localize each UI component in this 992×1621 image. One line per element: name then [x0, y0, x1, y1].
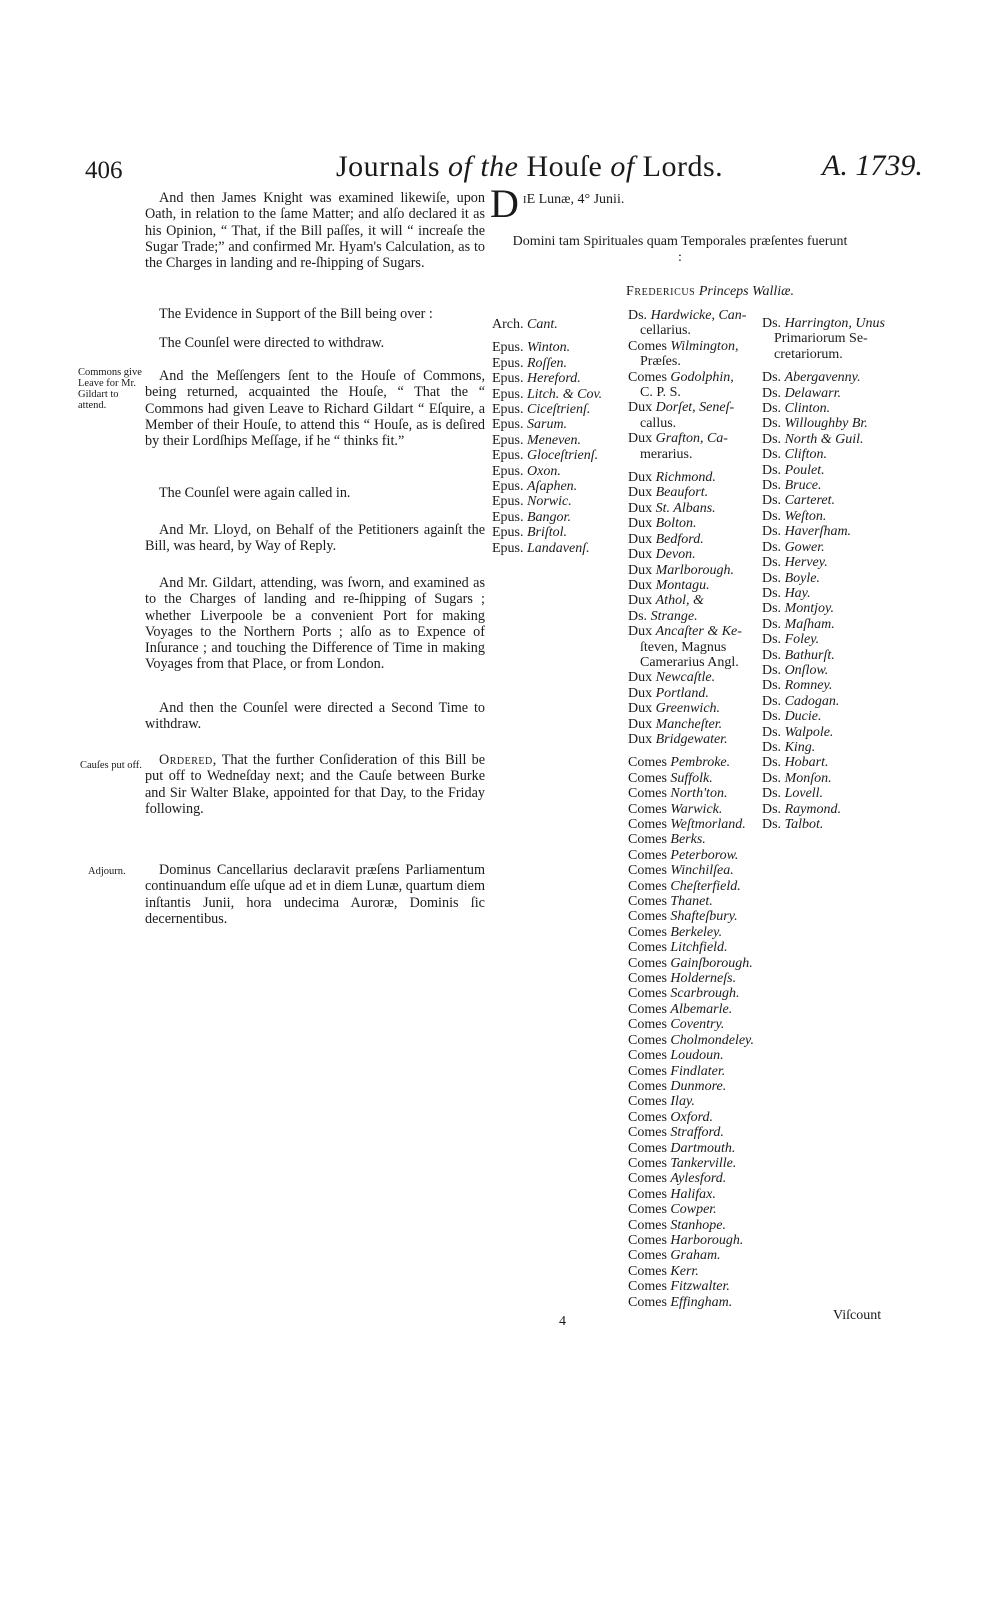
list-item: Comes Gainſborough. [628, 955, 753, 971]
paragraph: And then the Counſel were directed a Second Time to withdraw. [145, 700, 485, 733]
list-item: Ds. Harrington, Unus [762, 316, 885, 331]
list-item: Dux Marlborough. [628, 562, 735, 578]
paragraph: Dominus Cancellarius declaravit præſens Parliamentum continuandum eſſe uſque ad et in diem Lunæ, quartum diem inſtantis Junii, hora undecima Auroræ, Dominis ſic decernentibus. [145, 862, 485, 927]
list-item: Dux Grafton, Ca- [628, 431, 728, 447]
margin-note: Cauſes put off. [80, 760, 142, 771]
date-text: IE Lunæ, 4° Junii. [522, 192, 625, 207]
margin-note: Commons give Leave for Mr. Gildart to attend. [78, 367, 142, 411]
list-item: Dux Richmond. [628, 470, 716, 486]
list-item: Comes Berks. [628, 832, 706, 848]
list-item: Ds. Gower. [762, 539, 825, 555]
list-item: Ds. Hervey. [762, 555, 828, 571]
paragraph: And Mr. Lloyd, on Behalf of the Petitioners againſt the Bill, was heard, by Way of Reply. [145, 522, 485, 555]
list-item: Ds. Poulet. [762, 462, 825, 478]
list-item: Præſes. [640, 354, 681, 370]
list-item: Epus. Briſtol. [492, 525, 568, 541]
paragraph: The Counſel were again called in. [159, 485, 351, 501]
list-item: Comes North'ton. [628, 786, 728, 802]
list-item: Ds. Carteret. [762, 493, 835, 509]
list-item: Comes Warwick. [628, 801, 723, 817]
list-item: Comes Wilmington, [628, 338, 739, 354]
list-item: Comes Suffolk. [628, 770, 713, 786]
list-item: Comes Pembroke. [628, 755, 731, 771]
list-item: Ds. Bathurſt. [762, 647, 835, 663]
list-item: Dux Beaufort. [628, 485, 709, 501]
list-item: Comes Berkeley. [628, 924, 723, 940]
list-item: Ds. Walpole. [762, 724, 834, 740]
peers-list [628, 308, 754, 1310]
paragraph: And then James Knight was examined likewiſe, upon Oath, in relation to the ſame Matter; and alſo declared it as his Opinion, “ That, if the Bill paſſes, it will “ increaſe the Sugar Trade;” and confirmed Mr. Hyam's Calculation, as to the Charges in landing and re-ſhipping of Sugars. [145, 190, 485, 272]
list-item: Comes Dartmouth. [628, 1140, 736, 1156]
list-item: Ds. Clinton. [762, 401, 831, 417]
list-item: Epus. Meneven. [492, 432, 582, 448]
list-item: Ds. Clifton. [762, 447, 827, 463]
list-item: Comes Winchilſea. [628, 863, 734, 879]
bishops-list [492, 317, 602, 556]
list-item: cellarius. [640, 323, 691, 339]
ordered-text: That the further Conſideration of this Bill be put off to Wedneſday next; and the Cauſe between Burke and Sir Walter Blake, appointed for that Day, to the Friday following. [145, 752, 485, 817]
list-item: Comes Weſtmorland. [628, 817, 746, 832]
list-item: Primariorum Se- [774, 331, 868, 347]
list-item: Comes Kerr. [628, 1263, 699, 1279]
list-item: Ds. Strange. [628, 608, 698, 624]
title-word: the [480, 150, 519, 183]
prince-line [626, 284, 794, 300]
list-item: Ds. Onſlow. [762, 662, 829, 678]
margin-note: Adjourn. [88, 866, 126, 877]
list-item: Epus. Norwic. [492, 494, 572, 510]
list-item: Ds. Lovell. [762, 786, 824, 802]
prince-title: Princeps Walliæ. [698, 284, 795, 299]
signature-mark: 4 [559, 1314, 566, 1329]
list-item: Ds. Haverſham. [762, 524, 852, 540]
list-item: Epus. Aſaphen. [492, 479, 578, 495]
list-item: Dux Newcaſtle. [628, 670, 716, 686]
list-item: Comes Holderneſs. [628, 971, 737, 987]
list-item: Comes Findlater. [628, 1063, 726, 1079]
title-word: Lords. [642, 150, 724, 183]
title-word: of [448, 150, 473, 183]
list-item: Dux Greenwich. [628, 701, 721, 717]
list-item: Comes Oxford. [628, 1109, 714, 1125]
paragraph: The Evidence in Support of the Bill being over : [159, 306, 433, 322]
list-item: Comes Cholmondeley. [628, 1032, 754, 1048]
list-item: Ds. Hobart. [762, 755, 829, 771]
list-item: Comes Godolphin, [628, 369, 734, 385]
list-item: Dux Ancaſter & Ke- [628, 624, 742, 640]
list-item: Epus. Gloceſtrienſ. [492, 448, 599, 464]
list-item: Dux Portland. [628, 685, 709, 701]
list-item: Epus. Hereford. [492, 371, 581, 387]
list-item: Comes Dunmore. [628, 1078, 727, 1094]
list-item: Comes Strafford. [628, 1125, 724, 1141]
list-item: Comes Harborough. [628, 1232, 744, 1248]
list-item: Ds. Monſon. [762, 770, 832, 786]
list-item: Ds. Romney. [762, 678, 833, 694]
list-item: Comes Albemarle. [628, 1001, 733, 1017]
catchword: Viſcount [833, 1308, 882, 1323]
barons-list [762, 316, 885, 832]
page-number: 406 [85, 157, 123, 184]
list-item: Epus. Ciceſtrienſ. [492, 402, 591, 418]
list-item: Epus. Litch. & Cov. [492, 386, 603, 402]
list-item: Comes Cowper. [628, 1202, 717, 1218]
list-item [628, 462, 754, 470]
list-item: Dux St. Albans. [628, 500, 716, 516]
list-item: Ds. Weſton. [762, 508, 827, 524]
list-item: Comes Fitzwalter. [628, 1279, 730, 1295]
attendance-heading: Domini tam Spirituales quam Temporales præſentes fuerunt : [512, 234, 848, 265]
list-item: Ds. Maſham. [762, 616, 835, 632]
list-item: Dux Bridgewater. [628, 731, 728, 747]
list-item: Ds. Bruce. [762, 478, 822, 494]
date-heading [490, 181, 910, 226]
paragraph: And the Meſſengers ſent to the Houſe of Commons, being returned, acquainted the Houſe, “ That the “ Commons had given Leave to Richard Gildart “ Eſquire, a Member of their Houſe, to attend this “ Houſe, as is deſired by their Lordſhips Meſſage, if he “ thinks fit.” [145, 368, 485, 450]
page-year: A. 1739. [822, 149, 923, 182]
list-item: Epus. Roſſen. [492, 355, 568, 371]
list-item: Ds. Talbot. [762, 817, 824, 832]
list-item: Epus. Oxon. [492, 463, 561, 479]
list-item: Ds. Cadogan. [762, 693, 840, 709]
paragraph: And Mr. Gildart, attending, was ſworn, and examined as to the Charges of landing and re-ſhipping of Sugars ; whether Liverpoole be a convenient Port for making Voyages to the Northern Ports ; alſo as to Expence of Inſurance ; and touching the Difference of Time in making Voyages from that Place, or from London. [145, 575, 485, 673]
list-item: Comes Halifax. [628, 1186, 716, 1202]
list-item: Dux Montagu. [628, 577, 710, 593]
list-item: Ds. Hardwicke, Can- [628, 308, 747, 323]
list-item: Dux Bedford. [628, 531, 704, 547]
paragraph: The Counſel were directed to withdraw. [159, 335, 385, 351]
list-item [492, 332, 602, 340]
list-item: Ds. Delawarr. [762, 385, 841, 401]
list-item: Ds. Willoughby Br. [762, 416, 868, 432]
paragraph [145, 752, 485, 817]
list-item: Ds. Boyle. [762, 570, 820, 586]
list-item: Comes Litchfield. [628, 940, 728, 956]
list-item: cretariorum. [774, 346, 843, 362]
list-item: Comes Ilay. [628, 1094, 695, 1110]
list-item: Ds. Hay. [762, 585, 811, 601]
list-item: Epus. Bangor. [492, 509, 571, 525]
list-item: Comes Tankerville. [628, 1155, 737, 1171]
list-item: Ds. King. [762, 739, 816, 755]
list-item: Comes Peterborow. [628, 847, 739, 863]
list-item: Comes Aylesford. [628, 1171, 727, 1187]
list-item: merarius. [640, 446, 693, 462]
list-item: Ds. Abergavenny. [762, 370, 861, 386]
list-item: Ds. North & Guil. [762, 431, 864, 447]
list-item: Ds. Raymond. [762, 801, 841, 817]
list-item: C. P. S. [640, 385, 681, 401]
list-item: Comes Scarbrough. [628, 986, 740, 1002]
prince-name: Fredericus [626, 284, 696, 299]
list-item: Epus. Sarum. [492, 417, 568, 433]
list-item: Comes Cheſterfield. [628, 878, 741, 894]
list-item: Dux Bolton. [628, 516, 697, 532]
list-item: Dux Mancheſter. [628, 716, 723, 732]
ordered-label: Ordered, [159, 752, 217, 768]
list-item: Comes Stanhope. [628, 1217, 726, 1233]
list-item: Dux Devon. [628, 547, 696, 563]
title-word: Houſe [526, 150, 603, 183]
list-item: Dux Athol, & [628, 593, 704, 609]
title-word: of [610, 150, 635, 183]
page-title [336, 150, 723, 184]
list-item: Comes Effingham. [628, 1294, 733, 1310]
list-item: Dux Dorſet, Seneſ- [628, 400, 735, 416]
list-item: Epus. Winton. [492, 340, 571, 356]
list-item: Camerarius Angl. [640, 654, 739, 670]
list-item: Comes Loudoun. [628, 1048, 724, 1064]
title-word: Journals [336, 150, 440, 183]
list-item: Comes Thanet. [628, 894, 713, 910]
list-item: Ds. Foley. [762, 632, 820, 648]
list-item: Comes Shafteſbury. [628, 909, 738, 925]
list-item: Ds. Ducie. [762, 709, 822, 725]
drop-cap: D [490, 181, 519, 226]
list-item: callus. [640, 415, 677, 431]
list-item: Comes Graham. [628, 1248, 721, 1264]
list-item [762, 362, 885, 370]
list-item: Comes Coventry. [628, 1017, 725, 1033]
list-item [628, 747, 754, 755]
list-item: Arch. Cant. [492, 317, 558, 332]
list-item: ſteven, Magnus [640, 639, 727, 655]
list-item: Ds. Montjoy. [762, 601, 834, 617]
list-item: Epus. Landavenſ. [492, 540, 590, 556]
